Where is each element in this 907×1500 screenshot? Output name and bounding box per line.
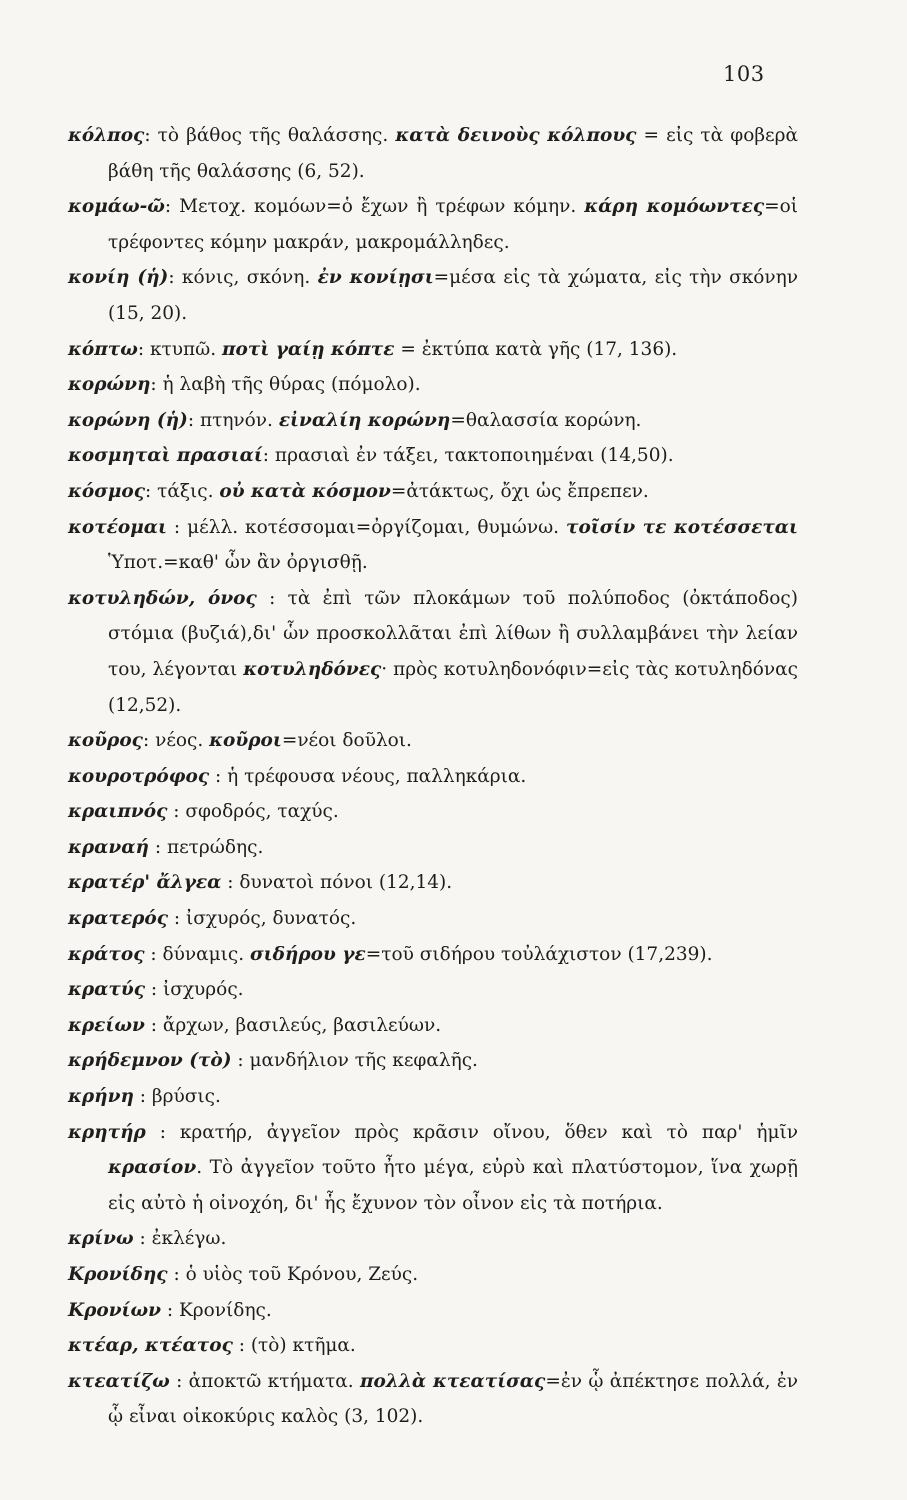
definition-text: ὁ υἱὸς τοῦ Κρόνου, Ζεύς. <box>185 1264 419 1285</box>
dictionary-entry <box>68 367 798 403</box>
example-phrase: τοῖσίν τε κοτέσσεται <box>566 516 798 538</box>
headword: κρατερός <box>68 908 169 930</box>
headword: κοτέομαι <box>68 516 167 538</box>
definition-text: ἰσχυρός. <box>162 979 244 1001</box>
headword-separator: : <box>256 587 288 609</box>
dictionary-entry <box>68 1364 798 1435</box>
dictionary-entry <box>68 189 798 260</box>
definition-text: =οἱ τρέφοντες κόμην μακράν, μακρομάλληδες. <box>108 196 798 253</box>
definition-text: δύναμις. <box>162 943 250 965</box>
headword: κοῦρος <box>68 730 143 752</box>
headword: κρητήρ <box>68 1121 146 1143</box>
headword-separator: : <box>133 1086 152 1108</box>
dictionary-entry <box>68 510 798 581</box>
dictionary-entry <box>68 438 798 474</box>
headword: Κρονίων <box>68 1299 161 1321</box>
headword-separator: : <box>168 908 187 930</box>
headword: κραιπνός <box>68 801 168 823</box>
definition-text: πτηνόν. <box>199 409 279 431</box>
headword-separator: : <box>166 516 188 538</box>
definition-text: σφοδρός, ταχύς. <box>185 801 339 823</box>
definition-text: κτυπῶ. <box>149 338 222 360</box>
headword-separator: : <box>167 1264 186 1285</box>
example-phrase: κάρη κομόωντες <box>584 196 765 218</box>
headword: κοτυληδών, όνος <box>68 587 257 609</box>
definition-text: Κρονίδης. <box>178 1299 272 1321</box>
headword-separator: : <box>145 480 158 502</box>
headword-separator: : <box>150 374 163 396</box>
definition-text: τάξις. <box>157 480 220 502</box>
definition-text: =ἐν ᾧ ἀπέκτησε πολλά, ἐν ᾧ εἶναι οἰκοκύρις καλὸς (3, 102). <box>108 1370 799 1428</box>
headword: κρατύς <box>68 979 145 1001</box>
example-phrase: εἰναλίη κορώνη <box>278 409 451 431</box>
dictionary-entry <box>68 332 798 368</box>
headword: κοσμηταὶ πρασιαί <box>68 445 263 467</box>
headword: κορώνη (ἡ) <box>68 409 188 431</box>
headword-separator: : <box>144 943 163 965</box>
definition-text: Μετοχ. κομόων=ὁ ἔχων ἢ τρέφων κόμην. <box>179 196 585 218</box>
definition-text: ἀποκτῶ κτήματα. <box>188 1370 361 1392</box>
dictionary-entry <box>68 403 798 439</box>
dictionary-entry <box>68 937 798 973</box>
definition-text: ἄρχων, βασιλεύς, βασιλεύων. <box>162 1014 442 1036</box>
headword-separator: : <box>137 338 150 360</box>
definition-text: μανδήλιον τῆς κεφαλῆς. <box>249 1050 478 1072</box>
headword-separator: : <box>148 836 167 858</box>
example-phrase: ἐν κονίῃσι <box>317 267 434 289</box>
definition-text: κόνις, σκόνη. <box>181 267 318 289</box>
headword: κράτος <box>68 943 145 965</box>
headword-separator: : <box>187 409 200 431</box>
headword: κρήνη <box>68 1086 134 1108</box>
dictionary-entry <box>68 759 798 795</box>
example-phrase: κοῦροι <box>209 730 282 752</box>
dictionary-entry <box>68 901 798 937</box>
dictionary-entry <box>68 474 798 510</box>
definition-text: (τὸ) κτῆμα. <box>250 1335 356 1357</box>
headword: κρήδεμνον (τὸ) <box>68 1050 232 1072</box>
dictionary-entries <box>68 118 798 1435</box>
definition-text: · πρὸς κοτυληδονόφιν=εἰς τὰς κοτυληδόνας (12,52). <box>108 658 798 716</box>
headword: κονίη (ἡ) <box>68 267 169 289</box>
example-phrase: σιδήρου γε <box>250 943 366 965</box>
dictionary-entry <box>68 1115 798 1222</box>
example-phrase: πολλὰ κτεατίσας <box>360 1370 546 1392</box>
definition-text: = ἐκτύπα κατὰ γῆς (17, 136). <box>394 338 678 360</box>
headword: κρατέρ' ἄλγεα <box>68 872 222 894</box>
headword-separator: : <box>209 765 228 787</box>
definition-text: ἐκλέγω. <box>151 1228 227 1250</box>
headword: κραναή <box>68 836 149 858</box>
headword-separator: : <box>232 1335 251 1357</box>
headword-separator: : <box>231 1050 250 1072</box>
dictionary-entry <box>68 581 798 723</box>
headword: κορώνη <box>68 374 151 396</box>
dictionary-entry <box>68 1328 798 1364</box>
page-number: 103 <box>723 62 765 86</box>
definition-text: ἡ τρέφουσα νέους, παλληκάρια. <box>227 765 527 787</box>
headword-separator: : <box>144 979 163 1001</box>
headword: κουροτρόφος <box>68 765 210 787</box>
headword-separator: : <box>144 125 158 146</box>
dictionary-entry <box>68 723 798 759</box>
definition-text: =τοῦ σιδήρου τοὐλάχιστον (17,239). <box>365 943 713 965</box>
definition-text: τὰ ἐπὶ τῶν πλοκάμων τοῦ πολύποδος (ὀκτάποδος) στόμια (βυζιά),δι' ὧν προσκολλᾶται ἐπὶ λίθων ἢ συλλαμβάνει τὴν λείαν του, λέγονται <box>108 587 798 680</box>
headword: κόπτω <box>68 338 138 360</box>
definition-text: = εἰς τὰ φοβερὰ βάθη τῆς θαλάσσης (6, 52). <box>108 125 798 182</box>
definition-text: τὸ βάθος τῆς θαλάσσης. <box>157 125 396 146</box>
headword: κρίνω <box>68 1228 134 1250</box>
dictionary-entry <box>68 118 798 189</box>
dictionary-entry <box>68 260 798 331</box>
definition-text: κρατήρ, ἀγγεῖον πρὸς κρᾶσιν οἴνου, ὅθεν καὶ τὸ παρ' ἡμῖν <box>179 1121 799 1143</box>
headword: κρείων <box>68 1014 145 1036</box>
definition-text: =ἀτάκτως, ὄχι ὡς ἔπρεπεν. <box>390 480 649 502</box>
definition-text: =νέοι δοῦλοι. <box>281 730 412 752</box>
headword-separator: : <box>169 1370 189 1392</box>
definition-text: =μέσα εἰς τὰ χώματα, εἰς τὴν σκόνην (15, 20). <box>108 267 798 324</box>
headword-separator: : <box>167 801 186 823</box>
headword-separator: : <box>168 267 182 289</box>
dictionary-entry <box>68 1079 798 1115</box>
dictionary-entry <box>68 1043 798 1079</box>
definition-text: μέλλ. κοτέσσομαι=ὀργίζομαι, θυμώνω. <box>187 516 567 538</box>
definition-text: δυνατοὶ πόνοι (12,14). <box>239 872 453 894</box>
dictionary-entry <box>68 1008 798 1044</box>
headword: κομάω-ῶ <box>68 196 165 218</box>
headword-separator: : <box>164 196 180 218</box>
headword: κόσμος <box>68 480 145 502</box>
example-phrase: κατὰ δεινοὺς κόλπους <box>395 125 637 146</box>
dictionary-entry <box>68 1293 798 1329</box>
definition-text: =θαλασσία κορώνη. <box>450 409 642 431</box>
headword-separator: : <box>133 1228 152 1250</box>
dictionary-entry <box>68 830 798 866</box>
definition-text: βρύσις. <box>151 1086 221 1108</box>
definition-text: πετρώδης. <box>166 836 264 858</box>
definition-text: ἡ λαβὴ τῆς θύρας (πόμολο). <box>162 374 421 396</box>
definition-text: πρασιαὶ ἐν τάξει, τακτοποιημέναι (14,50). <box>274 445 674 467</box>
dictionary-entry <box>68 865 798 901</box>
dictionary-entry <box>68 1221 798 1257</box>
headword-separator: : <box>142 730 156 752</box>
dictionary-entry <box>68 1257 798 1293</box>
definition-text: . Τὸ ἀγγεῖον τοῦτο ἦτο μέγα, εὐρὺ καὶ πλατύστομον, ἵνα χωρῇ εἰς αὐτὸ ἡ οἰνοχόη, δι' ἧς ἔχυνον τὸν οἶνον εἰς τὰ ποτήρια. <box>108 1157 798 1214</box>
headword-separator: : <box>144 1014 163 1036</box>
headword: κτέαρ, κτέατος <box>68 1335 233 1357</box>
headword: κόλπος <box>68 125 145 146</box>
headword-separator: : <box>262 445 275 467</box>
definition-text: νέος. <box>155 730 210 752</box>
example-phrase: κρασίον <box>108 1157 197 1179</box>
headword: Κρονίδης <box>68 1264 168 1285</box>
headword-separator: : <box>160 1299 179 1321</box>
headword: κτεατίζω <box>68 1370 170 1392</box>
definition-text: Ὑποτ.=καθ' ὧν ἂν ὀργισθῇ. <box>108 552 368 574</box>
dictionary-entry <box>68 972 798 1008</box>
headword-separator: : <box>221 872 240 894</box>
example-phrase: ποτὶ γαίῃ κόπτε <box>222 338 395 360</box>
dictionary-entry <box>68 794 798 830</box>
headword-separator: : <box>145 1121 180 1143</box>
example-phrase: οὐ κατὰ κόσμον <box>219 480 391 502</box>
definition-text: ἰσχυρός, δυνατός. <box>186 908 357 930</box>
example-phrase: κοτυληδόνες <box>243 658 382 680</box>
